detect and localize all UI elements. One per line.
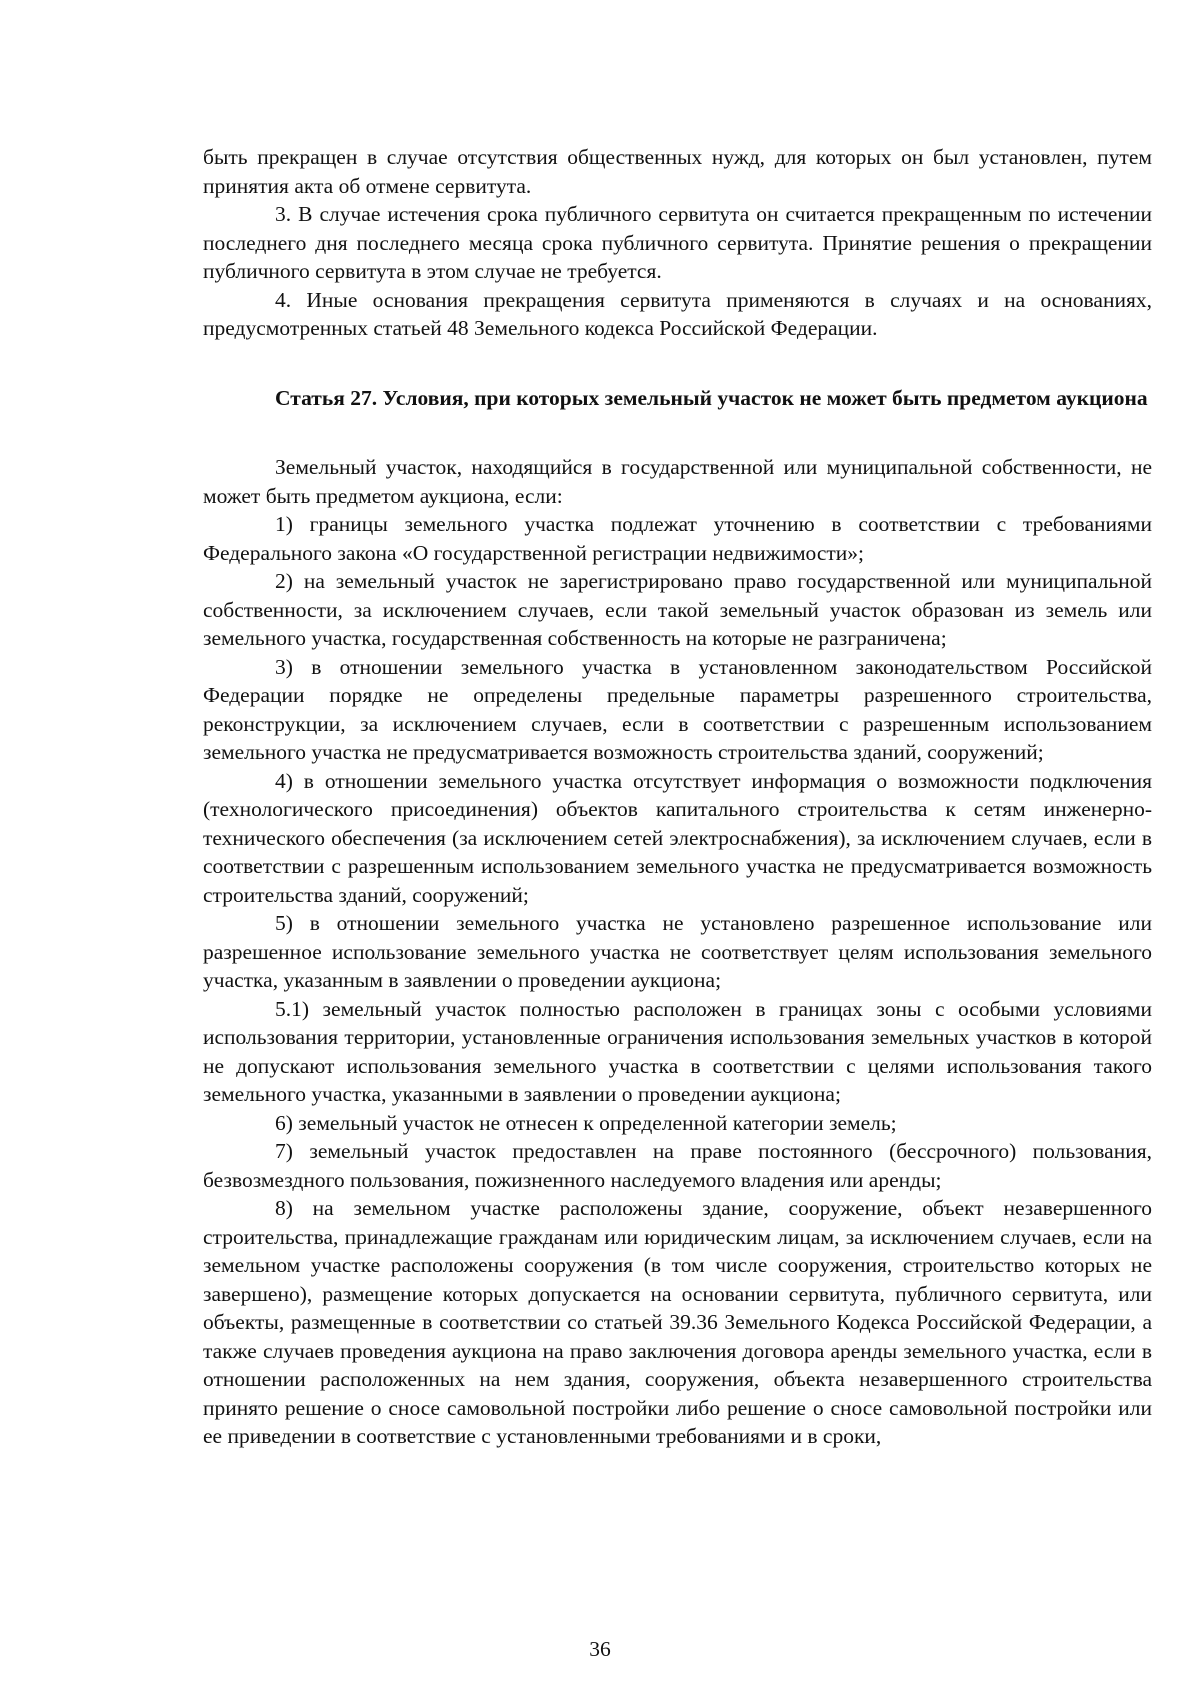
list-item: 7) земельный участок предоставлен на праве постоянного (бессрочного) пользования, безвозмездного пользования, пожизненного наследуемого владения или аренды; (203, 1139, 1152, 1192)
list-item: 6) земельный участок не отнесен к определенной категории земель; (275, 1110, 897, 1135)
article-heading: Статья 27. Условия, при которых земельный участок не может быть предметом аукциона (275, 385, 1148, 410)
paragraph: 3. В случае истечения срока публичного сервитута он считается прекращенным по истечении последнего дня последнего месяца срока публичного сервитута. Принятие решения о прекращении публичного сервитута в этом случае не требуется. (203, 202, 1152, 283)
list-item: 2) на земельный участок не зарегистрировано право государственной или муниципальной собственности, за исключением случаев, если такой земельный участок образован из земель или земельного участка, государственная собственность на которые не разграничена; (203, 569, 1152, 650)
paragraph: быть прекращен в случае отсутствия общественных нужд, для которых он был установлен, путем принятия акта об отмене сервитута. (203, 145, 1152, 198)
document-page (203, 143, 1152, 1451)
paragraph: Земельный участок, находящийся в государственной или муниципальной собственности, не может быть предметом аукциона, если: (203, 455, 1152, 508)
list-item: 5) в отношении земельного участка не установлено разрешенное использование или разрешенное использование земельного участка не соответствует целям использования земельного участка, указанным в заявлении о проведении аукциона; (203, 911, 1152, 992)
list-item: 3) в отношении земельного участка в установленном законодательством Российской Федерации порядке не определены предельные параметры разрешенного строительства, реконструкции, за исключением случаев, если в соответствии с разрешенным использованием земельного участка не предусматривается возможность строительства зданий, сооружений; (203, 654, 1152, 764)
page-number: 36 (589, 1637, 611, 1661)
list-item: 8) на земельном участке расположены здание, сооружение, объект незавершенного строительства, принадлежащие гражданам или юридическим лицам, за исключением случаев, если на земельном участке расположены сооружения (в том числе сооружения, строительство которых не завершено), размещение которых допускается на основании сервитута, публичного сервитута, или объекты, размещенные в соответствии со статьей 39.36 Земельного Кодекса Российской Федерации, а также случаев проведения аукциона на право заключения договора аренды земельного участка, если в отношении расположенных на нем здания, сооружения, объекта незавершенного строительства принято решение о сносе самовольной постройки либо решение о сносе самовольной постройки или ее приведении в соответствие с установленными требованиями и в сроки, (203, 1196, 1152, 1448)
paragraph: 4. Иные основания прекращения сервитута применяются в случаях и на основаниях, предусмотренных статьей 48 Земельного кодекса Российской Федерации. (203, 287, 1152, 340)
list-item: 4) в отношении земельного участка отсутствует информация о возможности подключения (технологического присоединения) объектов капитального строительства к сетям инженерно-технического обеспечения (за исключением сетей электроснабжения), за исключением случаев, если в соответствии с разрешенным использованием земельного участка не предусматривается возможность строительства зданий, сооружений; (203, 768, 1152, 907)
list-item: 5.1) земельный участок полностью расположен в границах зоны с особыми условиями использования территории, установленные ограничения использования земельных участков в которой не допускают использования земельного участка в соответствии с целями использования такого земельного участка, указанными в заявлении о проведении аукциона; (203, 996, 1152, 1106)
list-item: 1) границы земельного участка подлежат уточнению в соответствии с требованиями Федерального закона «О государственной регистрации недвижимости»; (203, 512, 1152, 565)
